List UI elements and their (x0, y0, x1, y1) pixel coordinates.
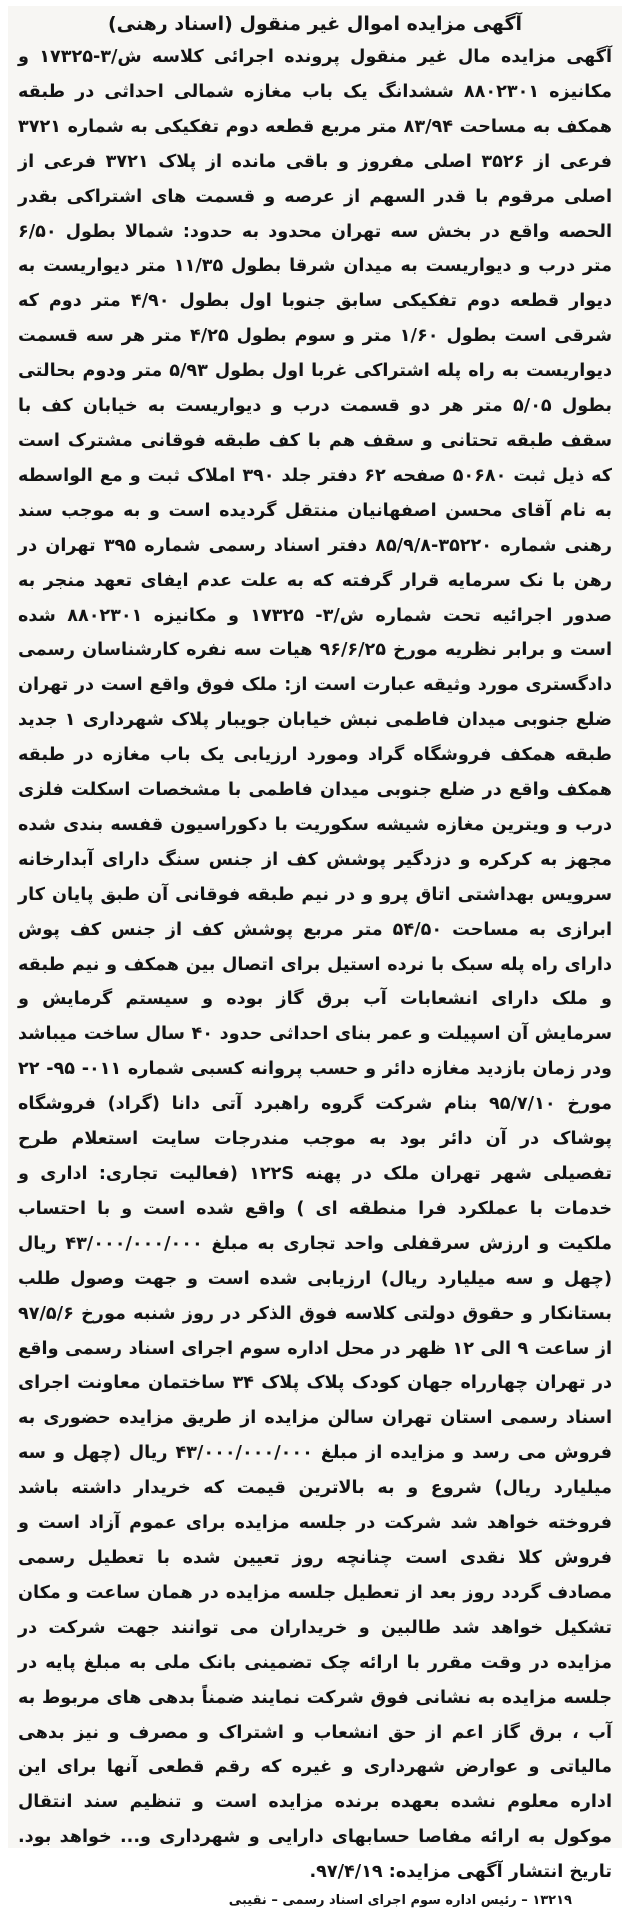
notice-body: آگهی مزایده مال غیر منقول پرونده اجرائی کلاسه ش/۳-۱۷۳۲۵ و مکانیزه ۸۸۰۲۳۰۱ ششدانگ یک باب مغازه شمالی احداثی در طبقه همکف به مساحت ۸۳/۹۴ متر مربع قطعه دوم تفکیکی به شماره ۳۷۲۱ فرعی از ۳۵۲۶ اصلی مفروز و باقی مانده از پلاک ۳۷۲۱ فرعی از اصلی مرقوم با قدر السهم از عرصه و قسمت های اشتراکی بقدر الحصه واقع در بخش سه تهران محدود به حدود: شمالا بطول ۶/۵۰ متر درب و دیواریست به میدان شرقا بطول ۱۱/۳۵ متر دیواریست به دیوار قطعه دوم تفکیکی سابق جنوبا اول بطول ۴/۹۰ متر دوم که شرقی است بطول ۱/۶۰ متر و سوم بطول ۴/۲۵ متر هر سه قسمت دیواریست به راه پله اشتراکی غربا اول بطول ۵/۹۳ متر ودوم بحالتی بطول ۵/۰۵ متر هر دو قسمت درب و دیواریست به خیابان کف با سقف طبقه تحتانی و سقف هم با کف طبقه فوقانی مشترک است که ذیل ثبت ۵۰۶۸۰ صفحه ۶۲ دفتر جلد ۳۹۰ املاک ثبت و مع الواسطه به نام آقای محسن اصفهانیان منتقل گردیده است و به موجب سند رهنی شماره ۳۵۲۲۰-۸۵/۹/۸ دفتر اسناد رسمی شماره ۳۹۵ تهران در رهن با نک سرمایه قرار گرفته که به علت عدم ایفای تعهد منجر به صدور اجرائیه تحت شماره ش/۳- ۱۷۳۲۵ و مکانیزه ۸۸۰۲۳۰۱ شده است و برابر نظریه مورخ ۹۶/۶/۲۵ هیات سه نفره کارشناسان رسمی دادگستری مورد وثیقه عبارت است از: ملک فوق واقع است در تهران ضلع جنوبی میدان فاطمی نبش خیابان جویبار پلاک شهرداری ۱ جدید طبقه همکف فروشگاه گراد ومورد ارزیابی یک باب مغازه در طبقه همکف واقع در ضلع جنوبی میدان فاطمی با مشخصات اسکلت فلزی درب و ویترین مغازه شیشه سکوریت با دکوراسیون قفسه بندی شده مجهز به کرکره و دزدگیر پوشش کف از جنس سنگ دارای آبدارخانه سرویس بهداشتی اتاق پرو و در نیم طبقه فوقانی آن طبق پایان کار ابرازی به مساحت ۵۴/۵۰ متر مربع پوشش کف از جنس کف پوش دارای راه پله سبک با نرده استیل برای اتصال بین همکف و نیم طبقه و ملک دارای انشعابات آب برق گاز بوده و سیستم گرمایش و سرمایش آن اسپیلت و عمر بنای احداثی حدود ۴۰ سال ساخت میباشد ودر زمان بازدید مغازه دائر و حسب پروانه کسبی شماره ۰۱۱- ۹۵- ۲۲ مورخ ۹۵/۷/۱۰ بنام شرکت گروه راهبرد آتی دانا (گراد) فروشگاه پوشاک در آن دائر بود به موجب مندرجات سایت استعلام طرح تفصیلی شهر تهران ملک در پهنه ۱۲۲S (فعالیت تجاری: اداری و خدمات با عملکرد فرا منطقه ای ) واقع شده است و با احتساب ملکیت و ارزش سرقفلی واحد تجاری به مبلغ ۴۳/۰۰۰/۰۰۰/۰۰۰ ریال (چهل و سه میلیارد ریال) ارزیابی شده است و جهت وصول طلب بستانکار و حقوق دولتی کلاسه فوق الذکر در روز شنبه مورخ ۹۷/۵/۶ از ساعت ۹ الی ۱۲ ظهر در محل اداره سوم اجرای اسناد رسمی واقع در تهران چهارراه جهان کودک پلاک پلاک ۳۴ ساختمان معاونت اجرای اسناد رسمی استان تهران سالن مزایده از طریق مزایده حضوری به فروش می رسد و مزایده از مبلغ ۴۳/۰۰۰/۰۰۰/۰۰۰ ریال (چهل و سه میلیارد ریال) شروع و به بالاترین قیمت که خریدار داشته باشد فروخته خواهد شد شرکت در جلسه مزایده برای عموم آزاد است و فروش کلا نقدی است چنانچه روز تعیین شده با تعطیل رسمی مصادف گردد روز بعد از تعطیل جلسه مزایده در همان ساعت و مکان تشکیل خواهد شد طالبین و خریداران می توانند جهت شرکت در مزایده در وقت مقرر با ارائه چک تضمینی بانک ملی به مبلغ پایه در جلسه مزایده به نشانی فوق شرکت نمایند ضمناً بدهی های مربوط به آب ، برق گاز اعم از حق انشعاب و اشتراک و مصرف و نیز بدهی مالیاتی و عوارض شهرداری و غیره که رقم قطعی آنها برای این اداره معلوم نشده بعهده برنده مزایده است و تنظیم سند انتقال موکول به ارائه مفاصا حسابهای دارایی و شهرداری و... خواهد بود. تاریخ انتشار آگهی مزایده: ۹۷/۴/۱۹. (18, 47, 613, 1883)
notice-title: آگهی مزایده اموال غیر منقول (اسناد رهنی) (107, 13, 523, 35)
auction-notice (8, 6, 622, 1909)
notice-signature: ۱۳۲۱۹ – رئیس اداره سوم اجرای اسناد رسمی – نقیبی (228, 1893, 572, 1909)
